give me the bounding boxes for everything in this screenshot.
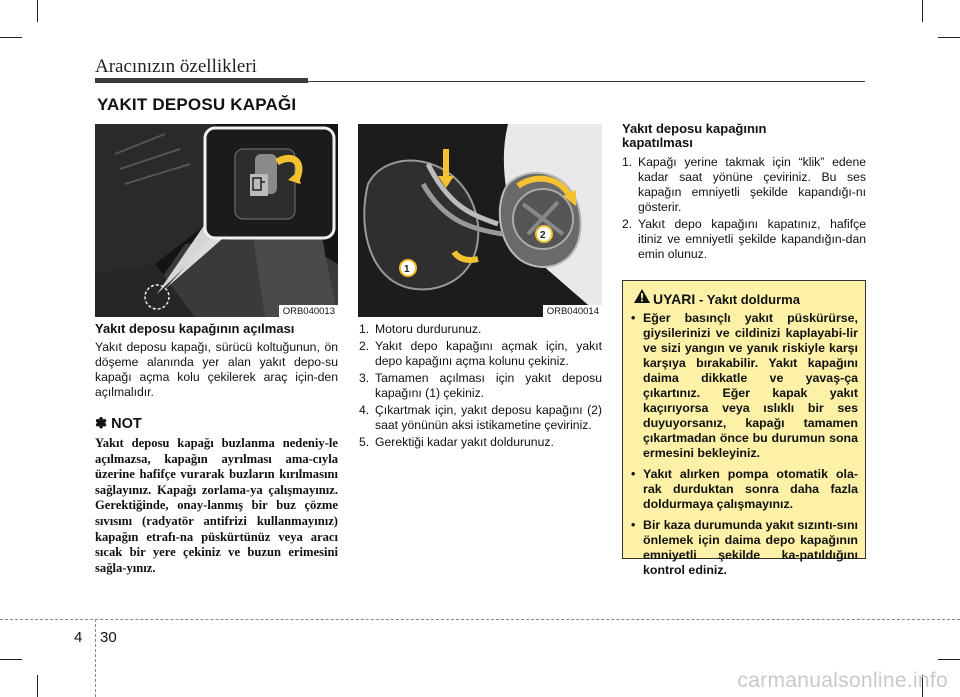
col3-block [622, 122, 866, 264]
list-item: 1. Motoru durdurunuz. [359, 322, 482, 336]
warning-item: • Yakıt alırken pompa otomatik ola-rak durduktan sonra daha fazla doldurmaya çalışmayınız. [631, 467, 858, 511]
warning-item: • Bir kaza durumunda yakıt sızıntı-sını önlemek için daima depo kapağının emniyetli şekilde ka-patıldığını kontrol ediniz. [631, 518, 858, 577]
svg-text:2: 2 [540, 230, 546, 241]
warning-title: UYARI - Yakıt doldurma [653, 291, 800, 307]
col2-block [359, 322, 602, 452]
list-item: 5. Gerektiği kadar yakıt doldurunuz. [359, 435, 554, 449]
warning-list [631, 311, 858, 584]
col1-block [95, 322, 338, 576]
warning-box [622, 280, 866, 577]
closing-steps [622, 155, 866, 262]
col1-heading: Yakıt deposu kapağının açılması [95, 321, 295, 336]
opening-steps [359, 322, 602, 450]
col3-heading: Yakıt deposu kapağının kapatılması [622, 121, 767, 150]
crop-mark [922, 0, 923, 22]
title-rule-thin [308, 81, 865, 82]
list-item: 3. Tamamen açılması için yakıt deposu kapağını (1) çekiniz. [359, 371, 602, 400]
fuel-cap-illustration [358, 124, 602, 317]
crop-mark [0, 659, 22, 660]
footer-rule [0, 619, 960, 620]
page-heading: YAKIT DEPOSU KAPAĞI [97, 95, 297, 114]
note-title: ✽ NOT [95, 416, 142, 432]
crop-mark [37, 0, 38, 22]
section-title: Aracınızın özellikleri [95, 56, 257, 77]
interior-illustration [95, 124, 338, 317]
list-item: 1. Kapağı yerine takmak için “klik” edene kadar saat yönüne çeviriniz. Bu ses kapağın emniyetli şekilde kapandığı-nı gösterir. [622, 155, 866, 214]
svg-text:1: 1 [404, 264, 410, 275]
figure-caption: ORB040014 [543, 305, 602, 317]
title-rule [95, 78, 308, 83]
figure-fuel-cap [358, 124, 602, 317]
crop-mark [938, 659, 960, 660]
list-item: 4. Çıkartmak için, yakıt deposu kapağını (2) saat yönünün aksi istikametine çeviriniz. [359, 403, 602, 432]
figure-caption: ORB040013 [279, 305, 338, 317]
watermark: carmanualsonline.info [737, 669, 948, 692]
crop-mark [0, 37, 22, 38]
chapter-number: 4 [74, 629, 83, 646]
warning-icon [633, 288, 651, 304]
col1-body: Yakıt deposu kapağı, sürücü koltuğunun, ön döşeme alanında yer alan yakıt depo-su kapağı açma kolu çekilerek araç için-den açılmalıdır. [95, 340, 338, 399]
figure-fuel-door-lever [95, 124, 338, 317]
page-number: 30 [100, 629, 117, 646]
list-item: 2. Yakıt depo kapağını açmak için, yakıt depo kapağını açma kolunu çekiniz. [359, 339, 602, 368]
crop-mark [37, 675, 38, 697]
list-item: 2. Yakıt depo kapağını kapatınız, hafifçe itiniz ve emniyetli şekilde kapandığın-dan emin olunuz. [622, 217, 866, 261]
crop-mark [938, 37, 960, 38]
footer-divider [95, 619, 96, 697]
note-text: Yakıt deposu kapağı buzlanma nedeniy-le açılmazsa, kapağın ayrılması ama-cıyla üzerine hafifçe vurarak buzların kırılmasını sağlayınız. Kapağı zorlama-ya çalışmayınız. Gerektiğinde, onay-lanmış bir buz çözme sıvısını (radyatör antifrizi kullanmayınız) kapağın etrafı-na püskürtünüz veya aracı sıcak bir yere çekiniz ve buzun erimesini sağla-yınız. [95, 436, 338, 575]
warning-item: • Eğer basınçlı yakıt püskürürse, giysilerinizi ve cildinizi kaplayabi-lir ve sizi yangın ve yanık riskiyle karşı karşıya bırakabilir. Yakıt kapağını daima dikkatle ve yavaş-ça çıkartınız. Eğer kapak yakıt kaçırıyorsa veya ıslıklı bir ses duyuyorsanız, kapağı tamamen çıkartmadan önce bu durumun sona ermesini bekleyiniz. [631, 311, 858, 460]
